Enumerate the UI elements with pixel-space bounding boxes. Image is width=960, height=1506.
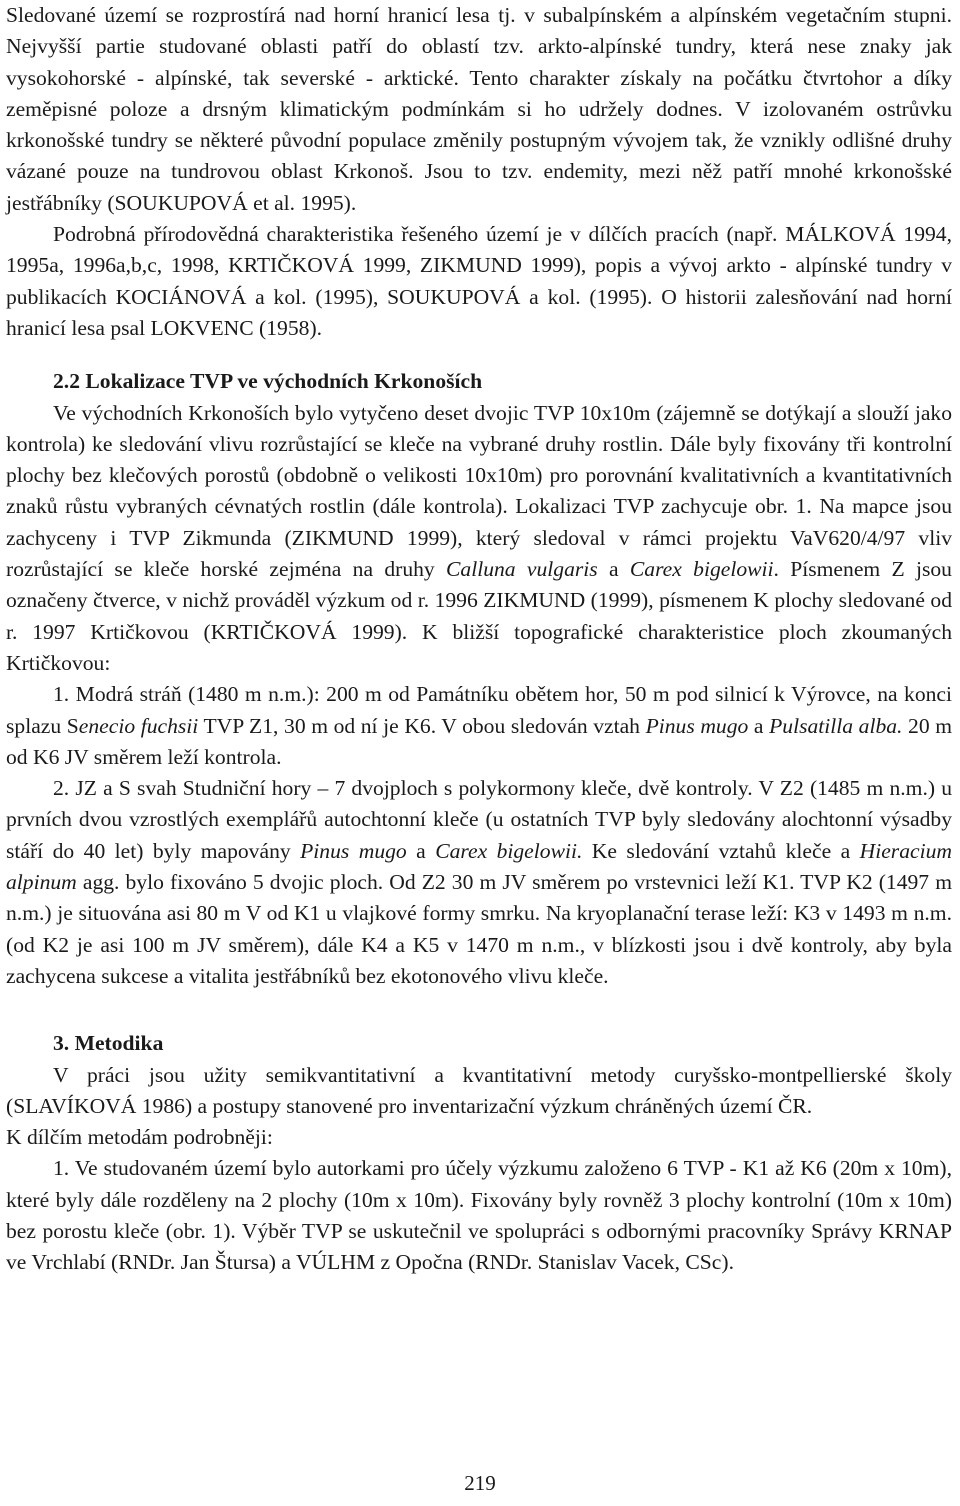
section-3-paragraph-2: K dílčím metodám podrobněji:: [6, 1125, 273, 1150]
intro-paragraph-1: Sledované území se rozprostírá nad horní hranicí lesa tj. v subalpínském a alpínském vegetačním stupni. Nejvyšší partie studované oblasti patří do oblastí tzv. arkto-alpínské tundry, která nese znaky jak vysokohorské - alpínské, tak severské - arktické. Tento charakter získaly na počátku čtvrtohor a díky zeměpisné poloze a drsným klimatickým podmínkám si ho udržely dodnes. V izolovaném ostrůvku krkonošské tundry se některé původní populace změnily postupným vývojem tak, že vznikly odlišné druhy vázané pouze na tundrovou oblast Krkonoš. Jsou to tzv. endemity, mezi něž patří mnohé krkonošské jestřábníky (SOUKUPOVÁ et al. 1995).: [6, 3, 952, 215]
site-list-item-1: [6, 679, 952, 773]
text-run: Ve východních Krkonoších bylo vytyčeno deset dvojic TVP 10x10m (zájemně se dotýkají a slouží jako kontrola) ke sledování vlivu rozrůstající se kleče na vybrané druhy rostlin. Dále byly fixovány tři kontrolní plochy bez klečových porostů (obdobně o velikosti 10x10m) pro porovnání kvalitativních a kvantitativních znaků růstu vybraných cévnatých rostlin (dále kontrola). Lokalizaci TVP zachycuje obr. 1. Na mapce jsou zachyceny i TVP Zikmunda (ZIKMUND 1999), který sledoval v rámci projektu VaV620/4/97 vliv rozrůstající se kleče horské zejména na druhy: [6, 400, 952, 582]
species-name: Pinus mugo: [300, 838, 407, 863]
document-page: [6, 0, 952, 1279]
text-run: 2. JZ a S svah Studniční hory – 7 dvojploch s polykormony kleče, dvě kontroly. V Z2 (1485 m n.m.) u prvních dvou vzrostlých exemplářů autochtonní kleče (u ostatních TVP byly sledovány alochtonní výsadby stáří do 40 let) byly mapovány: [6, 776, 952, 863]
section-3-paragraph-1: V práci jsou užity semikvantitativní a kvantitativní metody curyšsko-montpellierské školy (SLAVÍKOVÁ 1986) a postupy stanovené pro inventarizační výzkum chráněných území ČR.: [6, 1062, 952, 1118]
section-3-heading: 3. Metodika: [53, 1031, 164, 1056]
text-run: a: [597, 557, 630, 582]
text-run: Ke sledování vztahů kleče a: [582, 838, 860, 863]
text-run: 20 m od K6 JV směrem leží kontrola.: [6, 713, 953, 769]
species-name: Hieracium alpinum: [6, 838, 952, 895]
text-run: a: [406, 838, 436, 863]
species-name: Pinus mugo: [645, 713, 749, 738]
section-2-2-heading: 2.2 Lokalizace TVP ve východních Krkonoších: [53, 369, 483, 394]
text-run: TVP Z1, 30 m od ní je K6. V obou sledován vztah: [198, 713, 646, 738]
species-name: Pulsatilla alba.: [769, 713, 903, 738]
section-2-2-paragraph-1: [6, 398, 952, 680]
text-run: agg. bylo fixováno 5 dvojic ploch. Od Z2 30 m JV směrem po vrstevnici leží K1. TVP K2 (1497 m n.m.) je situována asi 80 m V od K1 u vlajkové formy smrku. Na kryoplanační terase leží: K3 v 1493 m n.m. (od K2 je asi 100 m JV směrem), dále K4 a K5 v 1470 m n.m., v blízkosti jsou i dvě kontroly, aby byla zachycena sukcese a vitalita jestřábníků bez ekotonového vlivu kleče.: [6, 870, 952, 988]
text-run: a: [748, 713, 770, 738]
method-list-item-1: 1. Ve studovaném území bylo autorkami pro účely výzkumu založeno 6 TVP - K1 až K6 (20m x 10m), které byly dále rozděleny na 2 plochy (10m x 10m). Fixovány byly rovněž 3 plochy kontrolní (10m x 10m) bez porostu kleče (obr. 1). Výběr TVP se uskutečnil ve spolupráci s odbornými pracovníky Správy KRNAP ve Vrchlabí (RNDr. Jan Štursa) a VÚLHM z Opočna (RNDr. Stanislav Vacek, CSc).: [6, 1156, 952, 1275]
text-run: 1. Modrá stráň (1480 m n.m.): 200 m od Památníku obětem hor, 50 m pod silnicí k Výrovce, na konci splazu S: [6, 682, 952, 738]
page-number: 219: [464, 1471, 496, 1495]
species-name: Carex bigelowii: [629, 557, 774, 582]
text-run: . Písmenem Z jsou označeny čtverce, v nichž prováděl výzkum od r. 1996 ZIKMUND (1999), písmenem K plochy sledované od r. 1997 Krtičkovou (KRTIČKOVÁ 1999). K bližší topografické charakteristice ploch zkoumaných Krtičkovou:: [6, 557, 952, 675]
species-name: Carex bigelowii.: [435, 838, 583, 863]
species-name: enecio fuchsii: [78, 713, 199, 738]
intro-paragraph-2: Podrobná přírodovědná charakteristika řešeného území je v dílčích pracích (např. MÁLKOVÁ 1994, 1995a, 1996a,b,c, 1998, KRTIČKOVÁ 1999, ZIKMUND 1999), popis a vývoj arkto - alpínské tundry v publikacích KOCIÁNOVÁ a kol. (1995), SOUKUPOVÁ a kol. (1995). O historii zalesňování nad horní hranicí lesa psal LOKVENC (1958).: [6, 222, 952, 340]
species-name: Calluna vulgaris: [446, 557, 598, 582]
site-list-item-2: [6, 773, 952, 992]
